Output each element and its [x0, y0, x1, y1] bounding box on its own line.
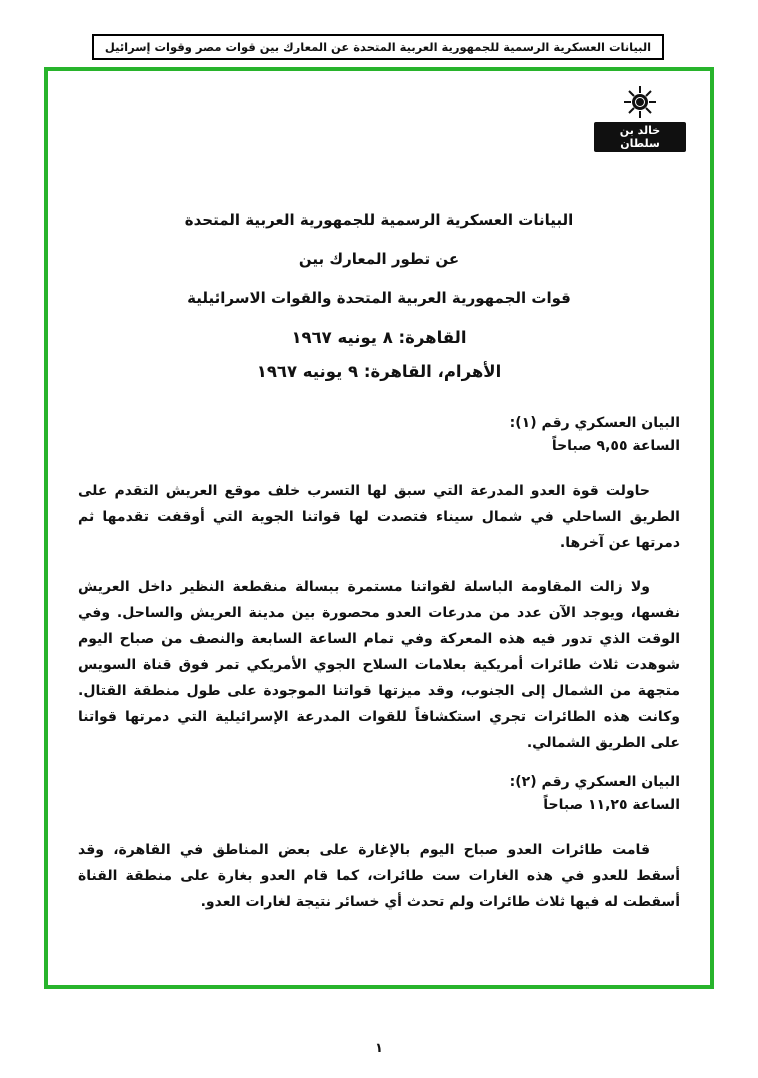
document-header-title: البيانات العسكرية الرسمية للجمهورية العربية المتحدة عن المعارك بين قوات مصر وقوات إسرائيل	[104, 40, 652, 54]
doc-title-line-1: البيانات العسكرية الرسمية للجمهورية العربية المتحدة	[184, 211, 574, 229]
doc-date-line-2: الأهرام، القاهرة: ٩ يونيه ١٩٦٧	[256, 362, 502, 381]
document-header	[92, 34, 664, 60]
bulletin-2-paragraph-1: قامت طائرات العدو صباح اليوم بالإغارة على بعض المناطق في القاهرة، وقد أسقط للعدو في هذه الغارات ست طائرات، كما قام العدو بغارة على منطقة القناة أسقطت له فيها ثلاث طائرات ولم تحدث أي خسائر نتيجة لغارات العدو.	[78, 842, 680, 910]
document-date-block	[78, 328, 680, 381]
bulletin-2-time: الساعة ١١,٢٥ صباحاً	[543, 797, 680, 813]
bulletin-1-paragraph-1: حاولت قوة العدو المدرعة التي سبق لها التسرب خلف موقع العريش التقدم على الطريق الساحلي في شمال سيناء فتصدت لها قواتنا الجوية التي أوقفت تقدمها ثم دمرتها عن آخرها.	[78, 483, 680, 551]
document-frame	[44, 67, 714, 989]
page-number: ١	[375, 1041, 383, 1056]
bulletin-1-time: الساعة ٩,٥٥ صباحاً	[551, 438, 680, 454]
seal-icon	[623, 85, 657, 119]
bulletin-2-heading: البيان العسكري رقم (٢):	[509, 774, 680, 790]
publisher-logo-text: خالد بن سلطان	[594, 122, 686, 152]
bulletin-1	[78, 415, 680, 756]
bulletin-1-paragraph-2: ولا زالت المقاومة الباسلة لقواتنا مستمرة ببسالة منقطعة النظير داخل العريش نفسها، ويوجد الآن عدد من مدرعات العدو محصورة بين مدينة العريش والساحل. وفي الوقت الذي تدور فيه هذه المعركة وفي تمام الساعة السابعة والنصف من صباح اليوم شوهدت ثلاث طائرات أمريكية بعلامات السلاح الجوي الأمريكي تمر فوق قناة السويس متجهة من الشمال إلى الجنوب، وقد ميزتها قواتنا الموجودة على طول منطقة القتال. وكانت هذه الطائرات تجري استكشافاً للقوات المدرعة الإسرائيلية التي دمرتها قواتنا على الطريق الشمالي.	[78, 579, 680, 751]
bulletin-1-heading: البيان العسكري رقم (١):	[509, 415, 680, 431]
doc-title-line-3: قوات الجمهورية العربية المتحدة والقوات الاسرائيلية	[187, 289, 571, 307]
doc-date-line-1: القاهرة: ٨ يونيه ١٩٦٧	[291, 328, 467, 347]
document-body	[48, 211, 710, 915]
doc-title-line-2: عن تطور المعارك بين	[298, 250, 460, 268]
publisher-logo	[594, 85, 686, 152]
document-title-block	[78, 211, 680, 307]
bulletin-2	[78, 774, 680, 915]
